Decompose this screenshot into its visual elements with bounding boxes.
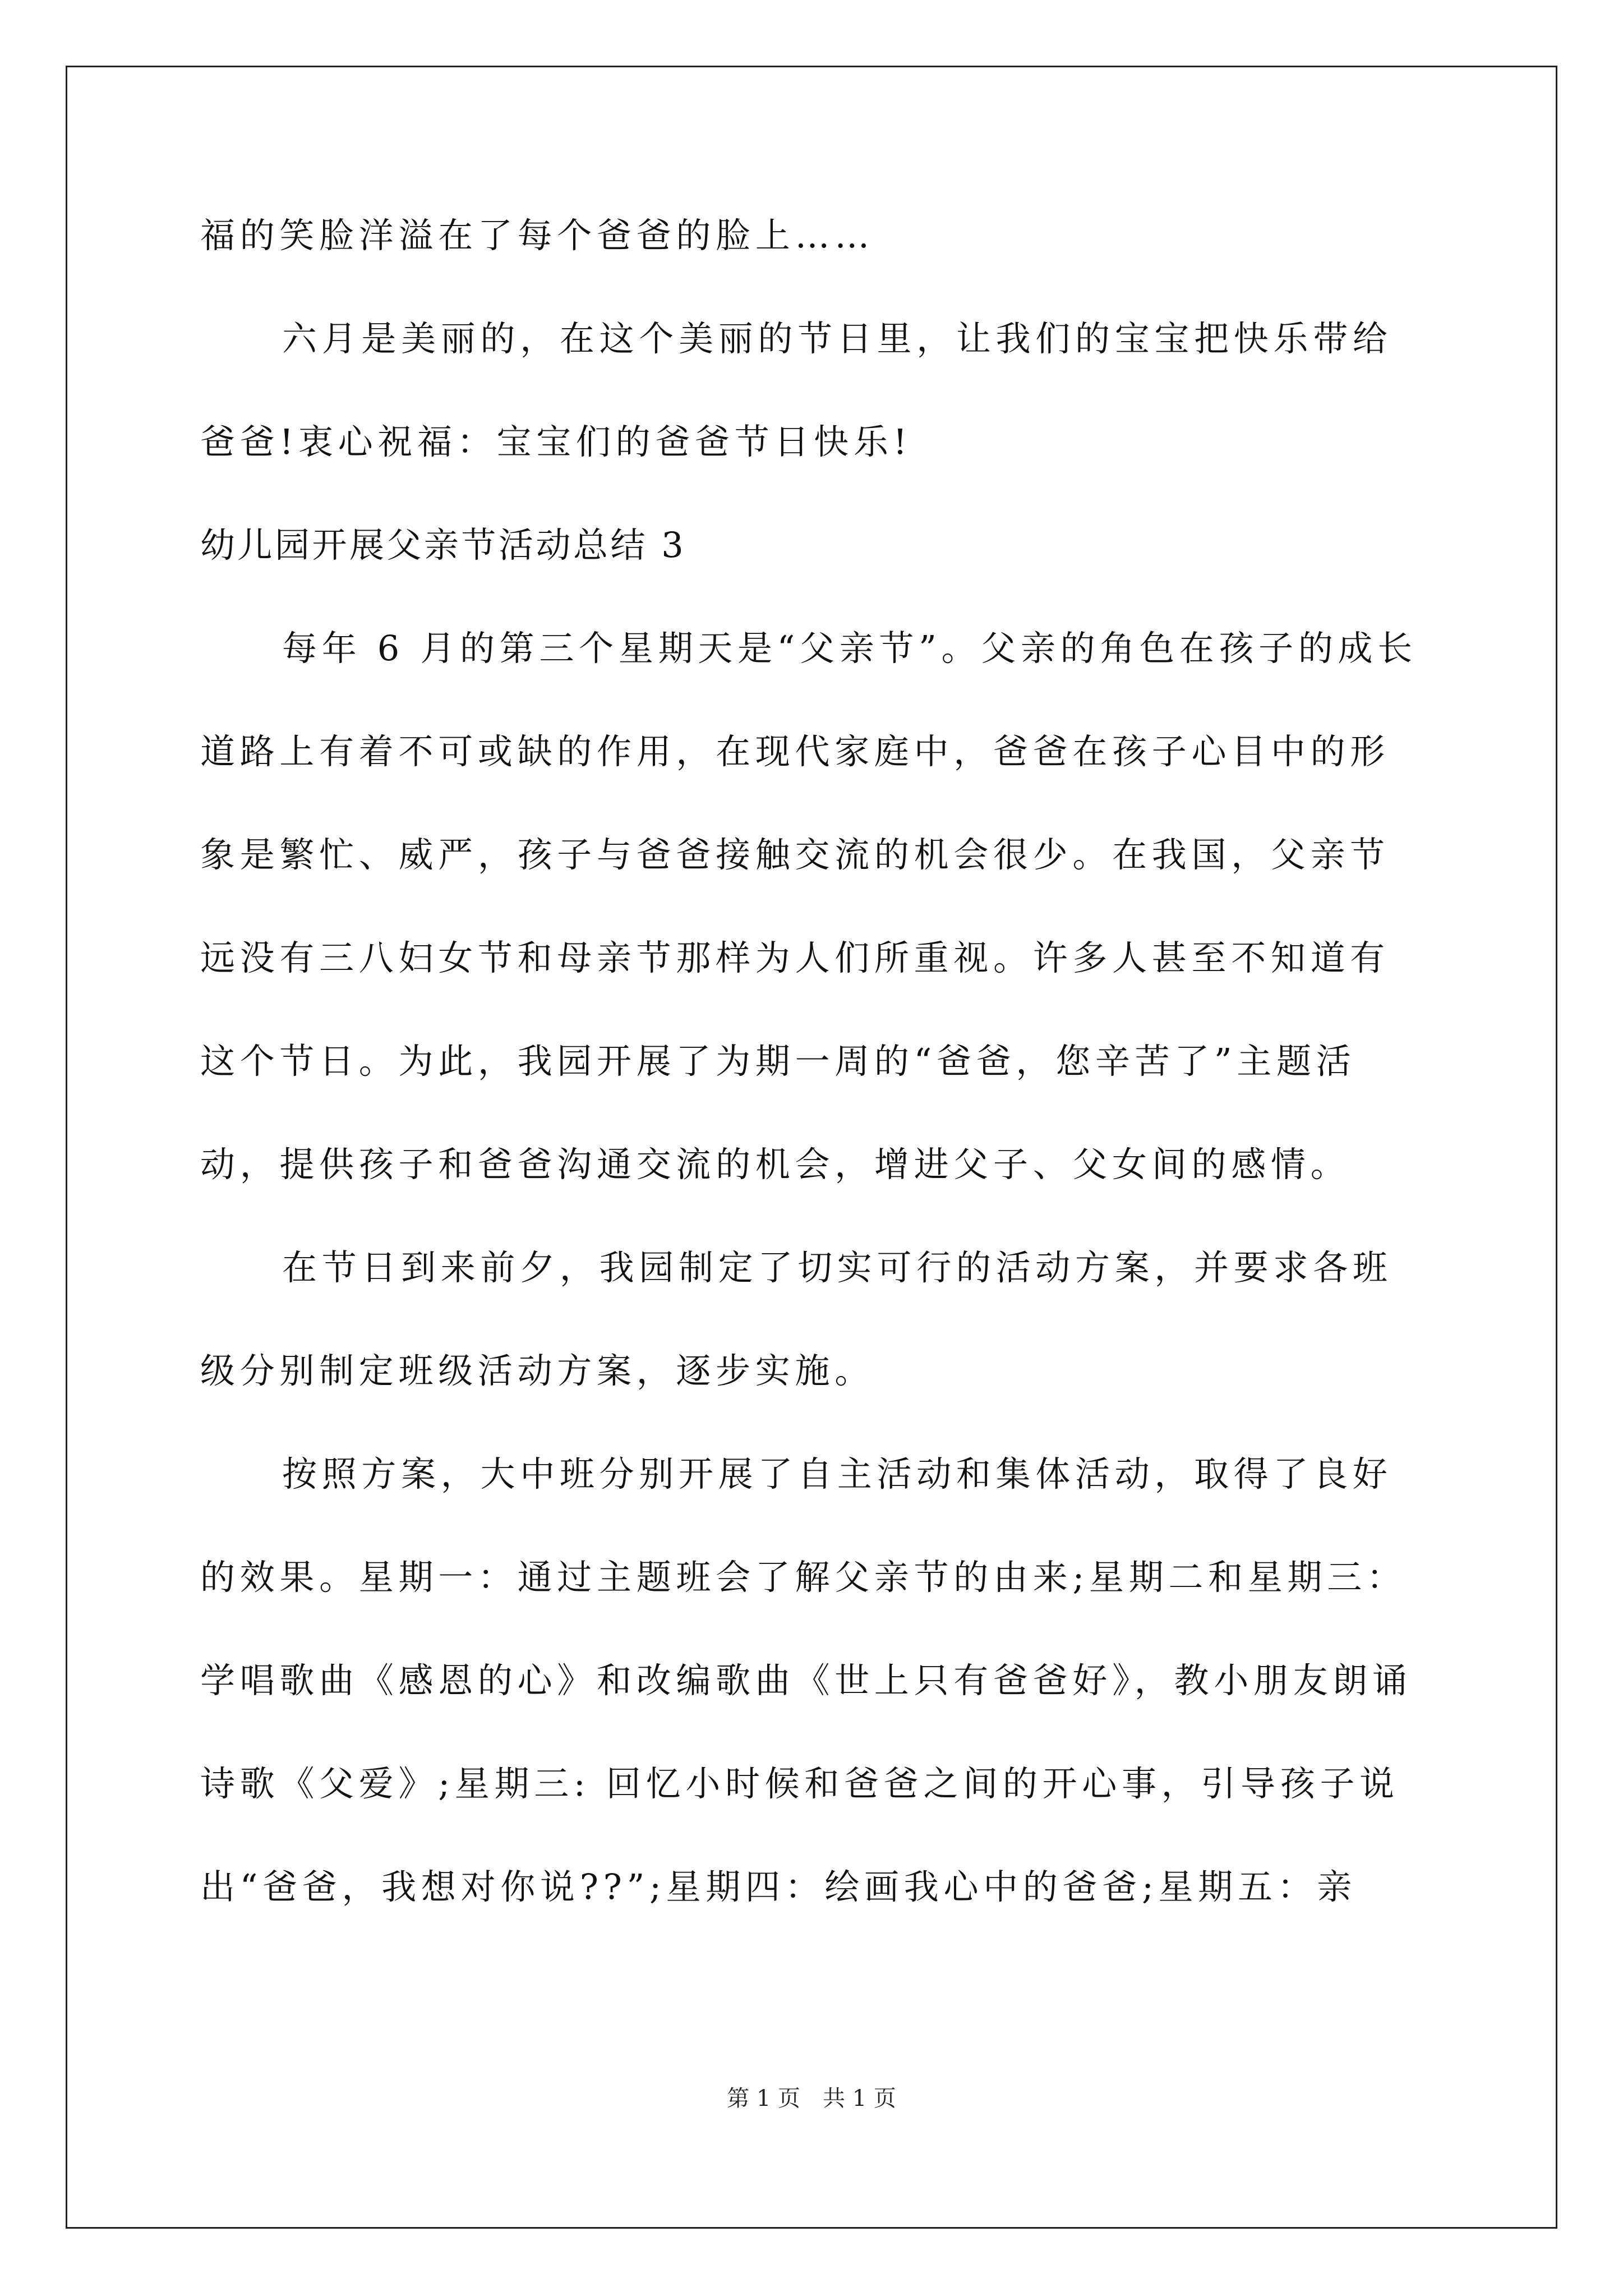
text-line-1: 福的笑脸洋溢在了每个爸爸的脸上…… [200, 215, 874, 256]
text-line-3: 爸爸!衷心祝福：宝宝们的爸爸节日快乐! [200, 421, 912, 462]
text-line-8: 远没有三八妇女节和母亲节那样为人们所重视。许多人甚至不知道有 [200, 937, 1390, 978]
text-line-5: 每年 6 月的第三个星期天是“父亲节”。父亲的角色在孩子的成长 [282, 628, 1417, 669]
text-line-15: 学唱歌曲《感恩的心》和改编歌曲《世上只有爸爸好》，教小朋友朗诵 [200, 1660, 1412, 1701]
text-line-16: 诗歌《父爱》;星期三: 回忆小时候和爸爸之间的开心事，引导孩子说 [200, 1763, 1399, 1804]
text-line-10: 动，提供孩子和爸爸沟通交流的机会，增进父子、父女间的感情。 [200, 1144, 1350, 1185]
text-line-9: 这个节日。为此，我园开展了为期一周的“爸爸，您辛苦了”主题活 [200, 1041, 1356, 1082]
text-line-7: 象是繁忙、威严，孩子与爸爸接触交流的机会很少。在我国，父亲节 [200, 834, 1390, 875]
page-number-footer: 第 1 页 共 1 页 [727, 2086, 896, 2111]
text-line-11: 在节日到来前夕，我园制定了切实可行的活动方案，并要求各班 [282, 1247, 1393, 1288]
text-line-14: 的效果。星期一：通过主题班会了解父亲节的由来;星期二和星期三： [200, 1557, 1407, 1598]
text-line-2: 六月是美丽的，在这个美丽的节日里，让我们的宝宝把快乐带给 [282, 318, 1393, 359]
text-line-17: 出“爸爸，我想对你说??”;星期四：绘画我心中的爸爸;星期五：亲 [200, 1866, 1357, 1907]
text-line-13: 按照方案，大中班分别开展了自主活动和集体活动，取得了良好 [282, 1453, 1393, 1494]
text-line-12: 级分别制定班级活动方案，逐步实施。 [200, 1350, 874, 1391]
section-heading: 幼儿园开展父亲节活动总结 3 [200, 524, 686, 565]
text-line-6: 道路上有着不可或缺的作用，在现代家庭中，爸爸在孩子心目中的形 [200, 731, 1390, 772]
